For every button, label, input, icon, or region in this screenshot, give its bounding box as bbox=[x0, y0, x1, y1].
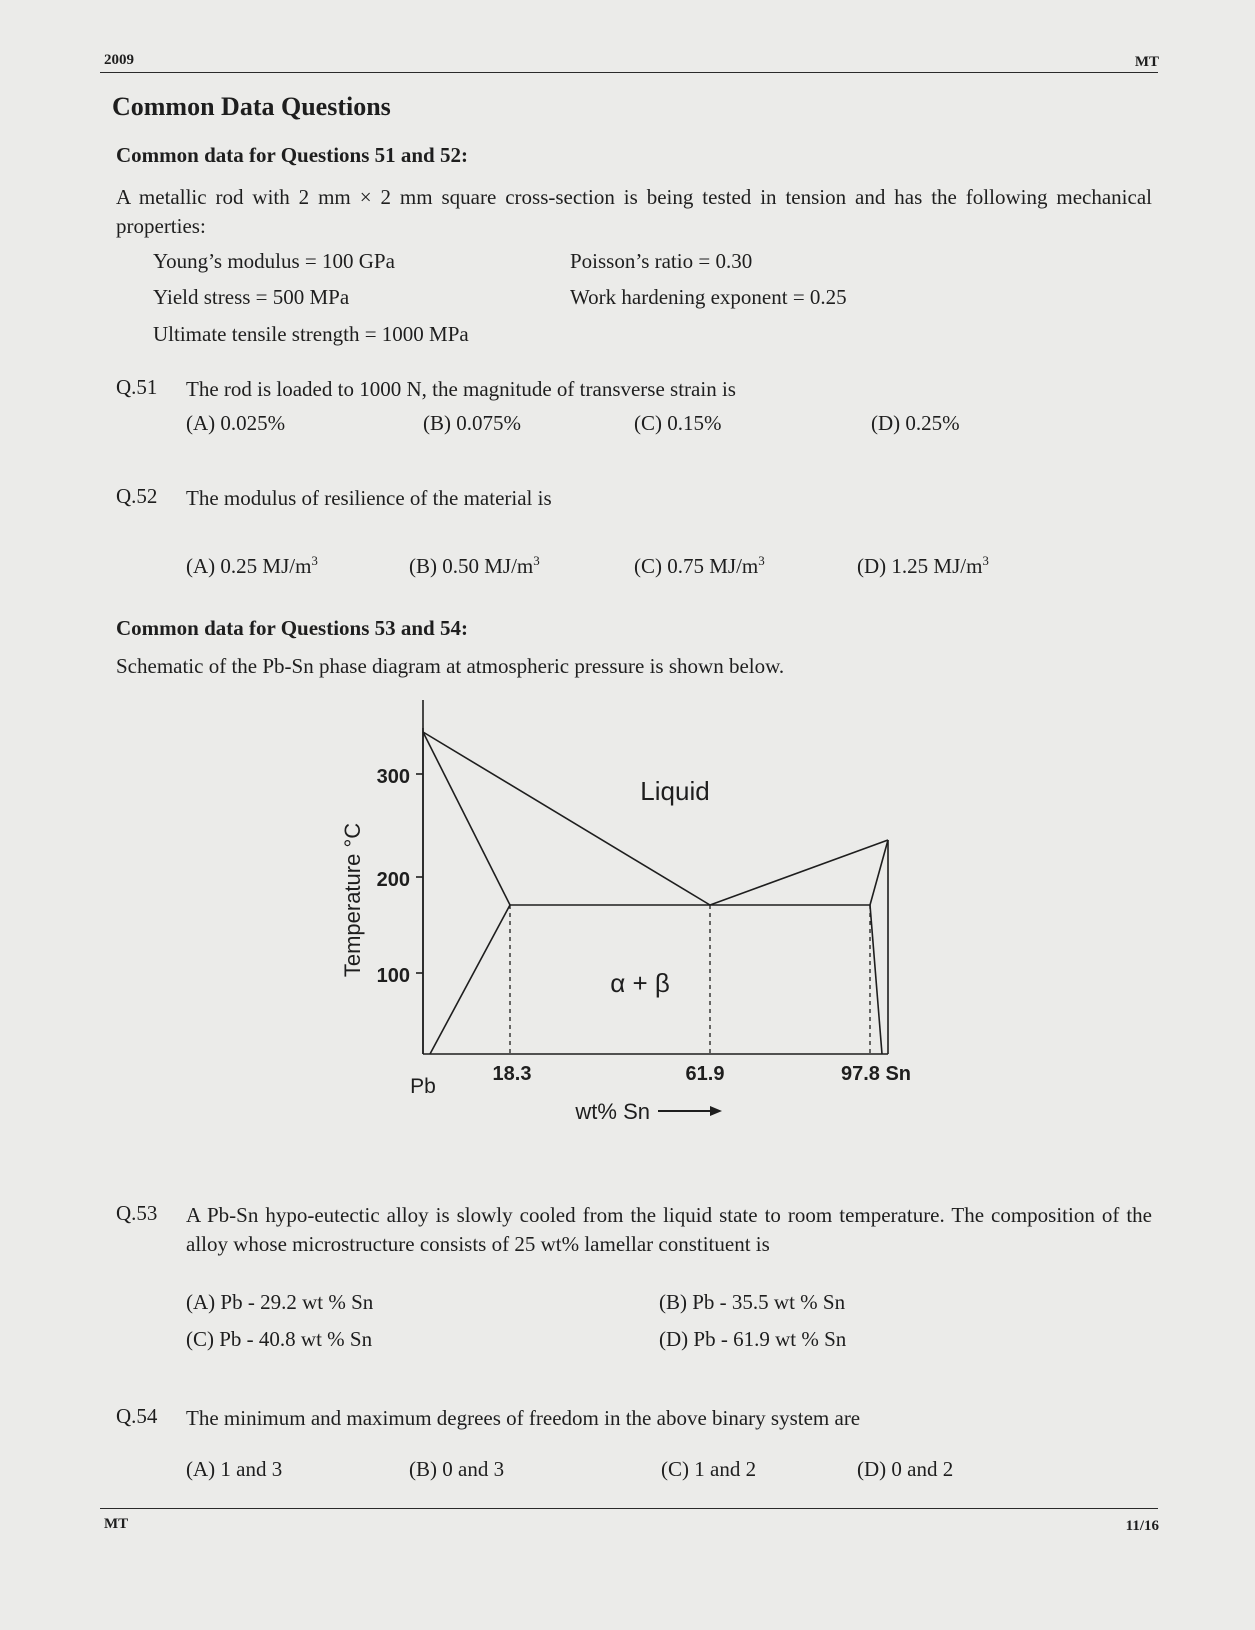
liquidus-sn-side bbox=[710, 840, 888, 905]
prop-work-hardening: Work hardening exponent = 0.25 bbox=[570, 285, 847, 309]
common-data-53-54-title: Common data for Questions 53 and 54: bbox=[116, 616, 468, 640]
q51-number: Q.51 bbox=[116, 375, 158, 399]
q52-option-b: (B) 0.50 $MJ/m^3$ bbox=[409, 553, 540, 578]
x-tick-label-18-3: 18.3 bbox=[492, 1063, 532, 1085]
y-tick-label-200: 200 bbox=[376, 869, 410, 891]
q52-number: Q.52 bbox=[116, 484, 158, 508]
q52-text: The modulus of resilience of the material is bbox=[186, 486, 552, 510]
footer-page-number: 11/16 bbox=[1125, 1518, 1159, 1534]
solvus-sn-side bbox=[870, 905, 882, 1054]
q54-number: Q.54 bbox=[116, 1404, 158, 1428]
q51-option-b: (B) 0.075% bbox=[423, 411, 521, 435]
q54-option-c: (C) 1 and 2 bbox=[661, 1457, 757, 1481]
region-alpha-beta-label: α + β bbox=[610, 968, 670, 998]
solidus-sn-side bbox=[870, 840, 888, 905]
x-tick-label-61-9: 61.9 bbox=[685, 1063, 725, 1085]
q53-option-a: (A) Pb - 29.2 wt % Sn bbox=[186, 1290, 374, 1314]
q52-option-c: (C) 0.75 $MJ/m^3$ bbox=[634, 553, 765, 578]
q52-option-d: (D) 1.25 $MJ/m^3$ bbox=[857, 553, 989, 578]
solvus-pb-side bbox=[430, 905, 510, 1054]
q53-text: A Pb-Sn hypo-eutectic alloy is slowly cooled from the liquid state to room temperature. The composition of the alloy whose microstructure consists of 25 wt% lamellar constituent is bbox=[186, 1203, 1152, 1256]
pb-sn-phase-diagram bbox=[330, 700, 920, 1130]
q51-option-d: (D) 0.25% bbox=[871, 411, 960, 435]
q53-option-b: (B) Pb - 35.5 wt % Sn bbox=[659, 1290, 846, 1314]
footer-rule bbox=[100, 1508, 1158, 1509]
footer-paper-code: MT bbox=[104, 1516, 129, 1532]
prop-yield-stress: Yield stress = 500 MPa bbox=[153, 285, 350, 309]
x-axis-arrow-icon bbox=[658, 1106, 722, 1116]
header-year: 2009 bbox=[104, 52, 134, 68]
x-tick-label-97-8-sn: 97.8 Sn bbox=[840, 1063, 912, 1085]
x-left-label-pb: Pb bbox=[410, 1075, 436, 1098]
q52-option-a: (A) 0.25 $MJ/m^3$ bbox=[186, 553, 318, 578]
q51-text: The rod is loaded to 1000 N, the magnitude of transverse strain is bbox=[186, 377, 736, 401]
prop-poisson-ratio: Poisson’s ratio = 0.30 bbox=[570, 249, 753, 273]
x-axis-label: wt% Sn bbox=[575, 1099, 650, 1124]
common-data-51-52-title: Common data for Questions 51 and 52: bbox=[116, 143, 468, 167]
y-axis-label: Temperature °C bbox=[340, 822, 365, 978]
q51-option-c: (C) 0.15% bbox=[634, 411, 722, 435]
common-data-51-52-intro: A metallic rod with 2 mm × 2 mm square cross-section is being tested in tension and has the following mechanical properties: bbox=[116, 185, 1152, 238]
q53-option-d: (D) Pb - 61.9 wt % Sn bbox=[659, 1327, 847, 1351]
y-tick-label-300: 300 bbox=[376, 766, 410, 788]
y-tick-label-100: 100 bbox=[376, 965, 410, 987]
common-data-53-54-intro: Schematic of the Pb-Sn phase diagram at atmospheric pressure is shown below. bbox=[116, 654, 785, 678]
prop-youngs-modulus: Young’s modulus = 100 GPa bbox=[153, 249, 395, 273]
q51-option-a: (A) 0.025% bbox=[186, 411, 286, 435]
q54-option-a: (A) 1 and 3 bbox=[186, 1457, 283, 1481]
section-title: Common Data Questions bbox=[112, 92, 391, 121]
q53-number: Q.53 bbox=[116, 1201, 158, 1225]
header-rule bbox=[100, 72, 1158, 73]
prop-uts: Ultimate tensile strength = 1000 MPa bbox=[153, 322, 469, 346]
q54-option-d: (D) 0 and 2 bbox=[857, 1457, 954, 1481]
region-liquid-label: Liquid bbox=[640, 776, 710, 806]
q54-text: The minimum and maximum degrees of freedom in the above binary system are bbox=[186, 1406, 861, 1430]
header-paper-code: MT bbox=[1134, 54, 1159, 70]
q53-option-c: (C) Pb - 40.8 wt % Sn bbox=[186, 1327, 373, 1351]
q54-option-b: (B) 0 and 3 bbox=[409, 1457, 505, 1481]
